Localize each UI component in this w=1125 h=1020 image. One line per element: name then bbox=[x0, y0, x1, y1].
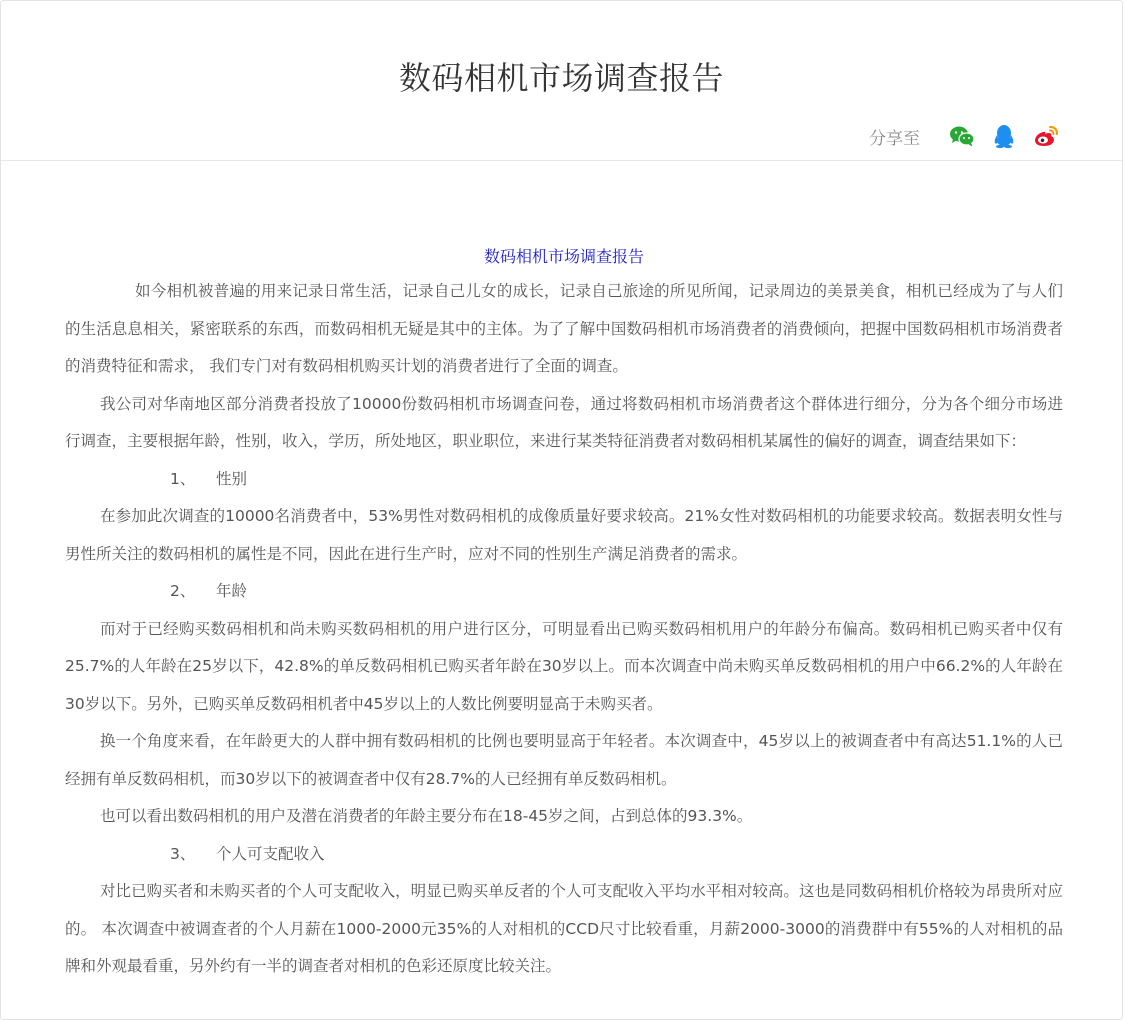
section-paragraph: 在参加此次调查的10000名消费者中，53%男性对数码相机的成像质量好要求较高。21%女性对数码相机的功能要求较高。数据表明女性与男性所关注的数码相机的属性是不同，因此在进行生产时，应对不同的性别生产满足消费者的需求。 bbox=[65, 507, 1063, 563]
intro-paragraph: 我公司对华南地区部分消费者投放了10000份数码相机市场调查问卷，通过将数码相机市场消费者这个群体进行细分，分为各个细分市场进行调查，主要根据年龄，性别，收入，学历，所处地区，职业职位，来进行某类特征消费者对数码相机某属性的偏好的调查，调查结果如下： bbox=[65, 394, 1063, 450]
section-paragraph: 也可以看出数码相机的用户及潜在消费者的年龄主要分布在18-45岁之间，占到总体的93.3%。 bbox=[100, 807, 753, 825]
section-heading: 3、 个人可支配收入 bbox=[170, 844, 325, 863]
intro-paragraph: 如今相机被普遍的用来记录日常生活，记录自己儿女的成长，记录自己旅途的所见所闻，记录周边的美景美食，相机已经成为了与人们的生活息息相关，紧密联系的东西，而数码相机无疑是其中的主体。为了了解中国数码相机市场消费者的消费倾向，把握中国数码相机市场消费者的消费特征和需求， 我们专门对有数码相机购买计划的消费者进行了全面的调查。 bbox=[65, 282, 1063, 375]
share-label: 分享至 bbox=[869, 128, 920, 149]
article-header bbox=[1, 1, 1122, 161]
article-heading: 数码相机市场调查报告 bbox=[483, 247, 644, 266]
page-title: 数码相机市场调查报告 bbox=[398, 59, 724, 97]
share-bar bbox=[869, 121, 1060, 151]
section-paragraph: 对比已购买者和未购买者的个人可支配收入，明显已购买单反者的个人可支配收入平均水平相对较高。这也是同数码相机价格较为昂贵所对应的。 本次调查中被调查者的个人月薪在1000-2000元35%的人对相机的CCD尺寸比较看重，月薪2000-3000的消费群中有55%的人对相机的品牌和外观最看重，另外约有一半的调查者对相机的色彩还原度比较关注。 bbox=[65, 882, 1063, 975]
weibo-icon[interactable] bbox=[1032, 122, 1060, 150]
article-body bbox=[65, 243, 1063, 986]
section-heading: 2、 年龄 bbox=[170, 582, 248, 600]
section-paragraph: 而对于已经购买数码相机和尚未购买数码相机的用户进行区分，可明显看出已购买数码相机用户的年龄分布偏高。数码相机已购买者中仅有25.7%的人年龄在25岁以下，42.8%的单反数码相机已购买者年龄在30岁以上。而本次调查中尚未购买单反数码相机的用户中66.2%的人年龄在30岁以下。另外，已购买单反数码相机者中45岁以上的人数比例要明显高于未购买者。 bbox=[65, 619, 1063, 713]
section-heading: 1、 性别 bbox=[170, 469, 248, 488]
wechat-icon[interactable] bbox=[948, 122, 976, 150]
qq-icon[interactable] bbox=[990, 122, 1018, 150]
section-paragraph: 换一个角度来看，在年龄更大的人群中拥有数码相机的比例也要明显高于年轻者。本次调查中，45岁以上的被调查者中有高达51.1%的人已经拥有单反数码相机，而30岁以下的被调查者中仅有28.7%的人已经拥有单反数码相机。 bbox=[65, 732, 1063, 788]
